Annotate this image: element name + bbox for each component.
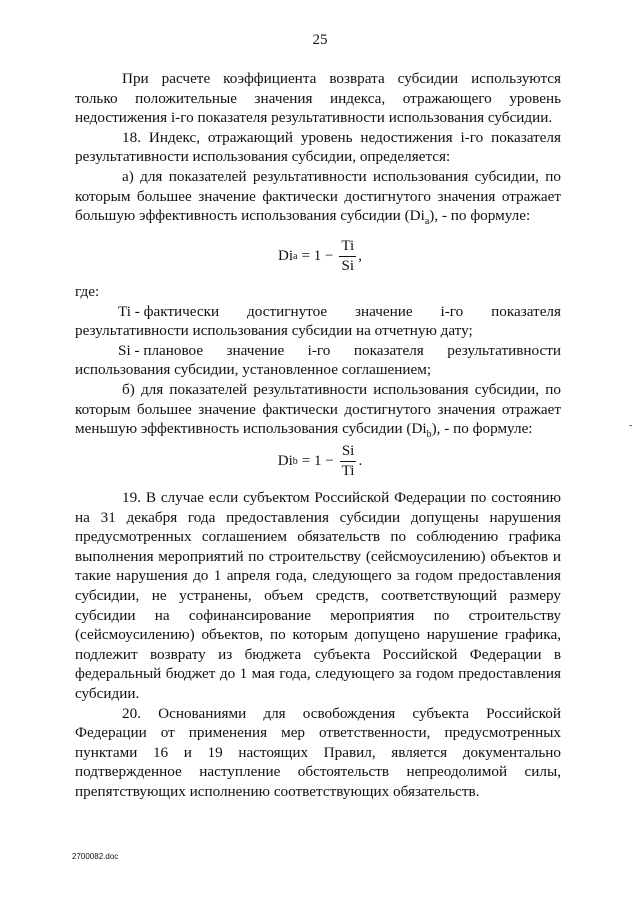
page-number: 25 (312, 32, 328, 48)
definition-ti-word: достигнутое (247, 302, 328, 320)
formula-a (0, 238, 640, 275)
formula-b-numerator: Si (340, 443, 357, 462)
definition-si-rest: использования субсидии, установленное соглашением; (75, 361, 432, 379)
closing-block (75, 488, 561, 802)
item-b-sub: b (426, 429, 432, 441)
where-label: где: (75, 283, 100, 300)
formula-b-fraction (340, 443, 357, 480)
definition-ti-word: показателя (491, 302, 561, 320)
formula-b-tail: . (358, 453, 363, 469)
formula-a-numerator: Ti (339, 238, 356, 257)
footer-filename: 2700082.doc (72, 852, 119, 861)
definitions-block (75, 282, 561, 445)
definition-ti-term: Ti - фактически (118, 302, 220, 320)
intro-paragraph: При расчете коэффициента возврата субсидии используются только положительные значения индекса, отражающего уровень недостижения i-го показателя результативности использования субсидии. (75, 70, 561, 127)
formula-a-lhs-sub: a (293, 251, 298, 262)
formula-a-fraction (339, 238, 356, 275)
formula-b-lhs-sub: b (292, 456, 298, 467)
definition-ti-word: i-го (440, 302, 464, 320)
formula-b (0, 443, 640, 480)
formula-b-eq: = 1 − (301, 453, 334, 469)
formula-a-tail: , (358, 248, 362, 264)
item-a (75, 167, 561, 232)
paragraph-19: 19. В случае если субъектом Российской Федерации по состоянию на 31 декабря года предоставления субсидии допущены нарушения предусмотренных соглашением обязательств по соблюдению графика выполнения мероприятий по строительству (сейсмоусилению) объектов и такие нарушения до 1 апреля года, следующего за годом предоставления субсидии, не устранены, объем средств, соответствующий размеру субсидии на софинансирование мероприятия по строительству (сейсмоусилению) объектов, по которым допущено нарушение графика, подлежит возврату из бюджета субъекта Российской Федерации в федеральный бюджет до 1 мая года, следующего за годом предоставления субсидии. (75, 489, 561, 702)
definition-si-word: показателя (353, 341, 424, 359)
formula-a-eq: = 1 − (301, 248, 334, 264)
item-a-text: а) для показателей результативности использования субсидии, по которым большее значение фактически достигнутого значения отражает большую эффективность использования субсидии ( (75, 167, 561, 225)
definition-si-word: значение (226, 341, 285, 359)
formula-a-lhs: Di (278, 248, 294, 264)
definition-si-word: результативности (447, 341, 561, 359)
paragraph-18: 18. Индекс, отражающий уровень недостижения i-го показателя результативности использования субсидии, определяется: (75, 128, 561, 166)
definition-si (75, 341, 561, 380)
item-b-var: Di (411, 420, 427, 438)
margin-mark: - (629, 420, 633, 431)
formula-b-lhs: Di (277, 453, 293, 469)
item-a-sub: a (424, 216, 430, 228)
definition-ti-word: значение (355, 302, 413, 320)
paragraph-20: 20. Основаниями для освобождения субъекта Российской Федерации от применения мер ответственности, предусмотренных пунктами 16 и 19 настоящих Правил, является документально подтвержденное наступление обстоятельств непреодолимой силы, препятствующих исполнению соответствующих обязательств. (75, 704, 561, 800)
intro-block (75, 69, 561, 232)
item-a-var: Di (409, 207, 425, 225)
formula-b-denominator: Ti (341, 463, 355, 479)
item-b (75, 380, 561, 445)
definition-ti-rest: результативности использования субсидии на отчетную дату; (75, 322, 473, 340)
item-b-tail: ), - по формуле: (431, 420, 533, 438)
formula-a-denominator: Si (341, 258, 355, 274)
item-b-text: б) для показателей результативности использования субсидии, по которым большее значение фактически достигнутого значения отражает меньшую эффективность использования субсидии ( (75, 380, 561, 438)
definition-ti (75, 302, 561, 341)
definition-si-word: i-го (307, 341, 331, 359)
definition-si-term: Si - плановое (118, 341, 204, 359)
item-a-tail: ), - по формуле: (429, 207, 531, 225)
